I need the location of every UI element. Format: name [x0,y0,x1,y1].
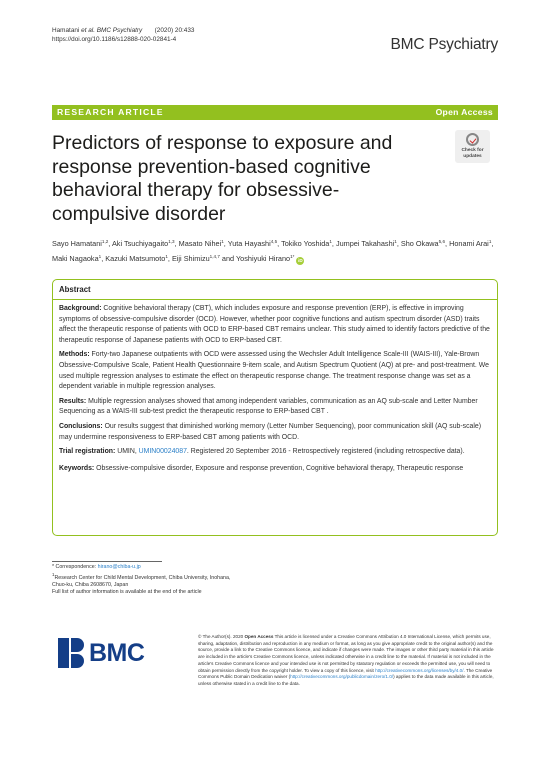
abstract-trial-registration [59,447,491,458]
header-journal: et al. BMC Psychiatry [81,27,143,34]
author-affiliation: 1 [394,239,397,244]
affiliation-line1: Research Center for Child Mental Development, Chiba University, Inohana, [54,574,231,581]
check-updates-label: Check for updates [461,148,484,159]
trial-post: . Registered 20 September 2016 - Retrospectively registered (including retrospective data). [186,448,465,456]
correspondence-email[interactable]: hirano@chiba-u.jp [97,564,141,570]
article-title: Predictors of response to exposure and response prevention-based cognitive behavioral therapy for obsessive-compulsive disorder [52,132,393,225]
author-separator: , [331,239,336,248]
license-link-by[interactable]: http://creativecommons.org/licenses/by/4.0/ [375,667,464,673]
article-type: RESEARCH ARTICLE [57,107,164,117]
citation-line [52,27,194,36]
author-name: Yoshiyuki Hirano [235,254,291,263]
bmc-publisher-logo [58,638,145,668]
author-name: Aki Tsuchiyagaito [111,239,169,248]
affiliation-1 [52,571,498,582]
author-separator: , [101,254,106,263]
author-name: Tokiko Yoshida [281,239,330,248]
abstract-results [59,397,491,418]
author-affiliation: 5,6 [438,239,445,244]
conclusions-text: Our results suggest that diminished working memory (Letter Number Sequencing), poor communication skill (AQ sub-scale) may undermine responsiveness to ERP-based CBT among patients with OCD. [59,422,482,441]
methods-label: Methods: [59,351,90,359]
author-affiliation: 1,3 [168,239,175,244]
author-name: Maki Nagaoka [52,254,99,263]
footnote-rule [52,561,162,562]
trial-pre: UMIN, [115,448,139,456]
author-name: Kazuki Matsumoto [105,254,166,263]
header-author: Hamatani [52,27,82,34]
author-separator: and [219,254,236,263]
author-affiliation: 4,5 [270,239,278,244]
author-affiliation: 1 [221,239,224,244]
bmc-mark-icon [58,638,84,668]
author-affiliation: 1 [488,239,492,244]
author-name: Jumpei Takahashi [335,239,395,248]
license-waiver: . The Creative Commons Public Domain Dedication waiver ( [198,667,493,680]
author-separator: , [277,239,282,248]
open-access-label: Open Access [435,107,493,117]
abstract-box [52,279,498,536]
abstract-conclusions [59,422,491,443]
abstract-keywords [59,464,491,475]
keywords-label: Keywords: [59,464,95,472]
abstract-heading: Abstract [53,285,497,300]
trial-label: Trial registration: [59,448,116,456]
background-text: Cognitive behavioral therapy (CBT), which includes exposure and response prevention (ERP), is effective in improving symptoms of obsessive-compulsive disorder (OCD). However, whether poor cognitive functions and autism spectrum disorder (ASD) traits affect the therapeutic response of patients with OCD to ERP-based CBT remains unclear. This study aimed to identify factors predictive of the therapeutic response of Japanese patients with OCD to ERP-based CBT. [59,305,490,344]
correspondence-label: * Correspondence: [52,564,98,570]
background-label: Background: [59,305,102,312]
correspondence [52,564,498,571]
author-name: Yuta Hayashi [227,239,271,248]
license-body: This article is licensed under a Creative Commons Attribution 4.0 International License, which permits use, sharing, adaptation, distribution and reproduction in any medium or format, as long as you give appropriate credit to the original author(s) and the source, provide a link to the Creative Commons licence, and indicate if changes were made. The images or other third party material in this article are included in the article's Creative Commons licence, unless indicated otherwise in a credit line to the material. If material is not included in the article's Creative Commons licence and your intended use is not permitted by statutory regulation or exceeds the permitted use, you will need to obtain permission directly from the copyright holder. To view a copy of this licence, visit [198,634,494,673]
methods-text: Forty-two Japanese outpatients with OCD were assessed using the Wechsler Adult Intelligence Scale-III (WAIS-III), Yale-Brown Obsessive-Compulsive Scale, Patient Health Questionnaire 9-item scale, and Autism Spectrum Quotient (AQ) at pre- and post-treatment. We used multiple regression analyses to estimate the effect on therapeutic response change. The treatment response change was set as a dependent variable in multiple regression analyses. [59,351,489,391]
license-link-zero[interactable]: http://creativecommons.org/publicdomain/zero/1.0/ [290,674,394,680]
license-copyright: © The Author(s). 2020 [198,634,245,639]
article-type-banner [52,105,498,120]
license-tail: ) applies to the data made available in this article, unless otherwise stated in a credit line to the data. [198,674,494,686]
bmc-logo-text: BMC [89,639,145,667]
trial-link[interactable]: UMIN00024087 [138,448,187,456]
author-affiliation: 1* [290,254,295,259]
author-separator: , [223,239,228,248]
author-name: Honami Arai [449,239,489,248]
author-affiliation: 1 [165,254,168,259]
affiliation-line2: Chuo-ku, Chiba 2608670, Japan [52,581,129,588]
check-updates-icon [466,133,479,146]
keywords-text: Obsessive-compulsive disorder, Exposure and response prevention, Cognitive behavioral therapy, Therapeutic response [94,464,464,472]
author-affiliation: 1,2 [101,239,109,244]
conclusions-label: Conclusions: [59,422,103,430]
author-separator: , [396,239,401,248]
header-year-volume: (2020) 20:433 [154,27,195,34]
author-separator: , [491,239,494,248]
author-separator: , [167,254,172,263]
author-name: Sho Okawa [400,239,439,248]
license-statement [198,634,498,688]
author-affiliation: 1 [98,254,102,259]
author-name: Eiji Shimizu [171,254,210,263]
author-separator: , [174,239,179,248]
journal-logo: BMC Psychiatry [390,36,498,53]
author-separator: , [108,239,112,248]
full-author-info-note: Full list of author information is available at the end of the article [52,588,202,595]
affiliation-number: 1 [52,572,55,577]
running-header [52,27,194,44]
check-for-updates-badge[interactable] [455,130,490,163]
author-separator: , [445,239,450,248]
author-name: Masato Nihei [178,239,222,248]
footnote [52,561,498,596]
license-open-access: Open Access [244,634,274,639]
author-name: Sayo Hamatani [52,239,102,248]
header-doi[interactable]: https://doi.org/10.1186/s12888-020-02841-4 [52,35,177,43]
author-affiliation: 1,4,7 [209,254,220,259]
results-label: Results: [59,397,87,405]
author-affiliation: 1 [329,239,332,244]
results-text: Multiple regression analyses showed that among independent variables, communication as an AQ sub-scale and Letter Number Sequencing as a WAIS-III sub-test predict the therapeutic response to ERP-based CBT . [59,397,478,416]
abstract-methods [59,350,491,392]
author-list [52,236,502,266]
orcid-icon[interactable]: iD [298,258,303,263]
abstract-background [59,304,491,346]
